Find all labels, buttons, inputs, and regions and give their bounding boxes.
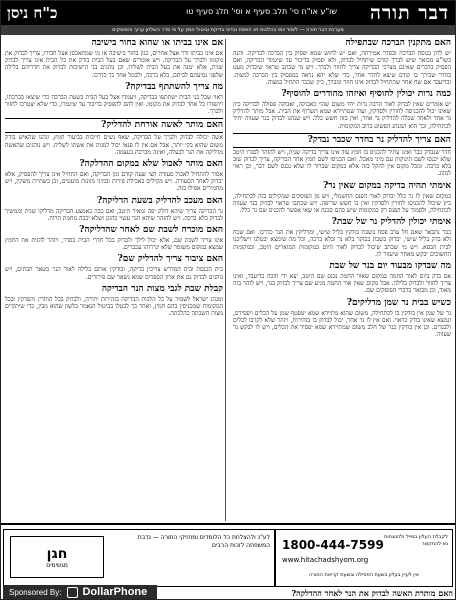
section-heading: האם מעכב להדליק בשעת הדליקה? — [96, 195, 223, 206]
section-body: אם אינו בביתו ודר אצל אחרים, כגון בחור בישיבה או מי שמתאכסן אצל חבירו, צריך לבדוק את מקומו ולברך על הבדיקה. ויש אומרים שאם בעל הבית בודק את כל הבית אינו צריך לבדוק שנית, אלא ימנה את בעל הבית לשליח. וכן נוהגים בני הישיבות לבדוק את חדריהם בלילה שלפני נסיעתם לביתם, בלא ברכה, ולבטל אחר כך כדרכו. — [5, 50, 223, 79]
masthead-logo: דבר תורה — [370, 2, 449, 24]
section-body: נר של שמן אין בודקין בו לכתחילה, משום שהוא מתיירא שמא יטפטף שמן על הכלים ויפסידם, ונמצא שאינו בודק כראוי. ואם אין לו נר אחר, יכול לבדוק בו בזהירות, ויזהר שלא לקרבו לכלים ולבגדים. וכן אין בודקין בנר של חלב משום שמתיירא שמא יפסיד את הכלים, ויש לו לבקש נר שעווה. — [233, 309, 451, 339]
section-heading: מה שבדקו מבעוד יום בנר של שבת — [329, 261, 451, 272]
article-section — [5, 118, 223, 156]
section-body: נר הבדיקה צריך שיהא דולק יפה ומאיר היטב, ואם כבה באמצע הבדיקה מדליקו שנית וממשיך לבדוק בלא ברכה. ויש להזהר שיהא הנר עשוי כהוגן ושלא יכבה מחמת הרוח. — [5, 207, 223, 222]
section-heading: אם אינו בביתו או שהוא בחור בישיבה — [91, 38, 223, 48]
masthead-reference: שו"ע או"ח סי' תלב סעיף א וסי' תלג סעיף טו — [186, 7, 337, 16]
section-body: ומנהג ישראל לשמור על כל הלכות הבדיקה בזהירות יתירה, ולבדוק בכל החורין והסדקין ובכל המקומות שמכניסין בהם חמץ, ואחר כך לבטלו בביטול הנאמר בלשון שהוא מבין, כדי שיתקיים מצות השבתה כהלכתה. — [5, 295, 223, 318]
sponsor-box — [3, 529, 275, 587]
section-heading: אימתי יכולין להדליק נר של שבת? — [331, 217, 451, 228]
section-body: יש אומרים שאין לבדוק לאור הרבה נרות יחד משום שהוי כאבוקה, ואבוקה פסולה לבדיקה כיון שאינו יכול להכניסה לחורין ולסדקין, ועוד שמתיירא שמא תשרוף את הבית. אבל מותר להדליק נר אחד ולאחר שכלה להדליק נר אחר, ואין בזה חשש כלל. ויש שנהגו לבדוק בנר שעווה יחיד לכתחילה, וכך הוא המנהג הפשוט ברוב המקומות. — [233, 101, 451, 130]
section-body: אם בדק ביום לאור החמה במקום שאור החמה נכנס שם היטב, יצא ידי חובה בדיעבד, ואינו צריך לחזור ולבדוק בלילה. אבל מקום שאין אור החמה מגיע שם צריך לבדוק בנר, ויש לזהר בזה מאוד, וכן מבואר בדברי הפוסקים שם. — [233, 273, 451, 295]
sponsor-logo-title: חגן — [46, 545, 68, 562]
phone-icon — [67, 587, 78, 598]
masthead — [1, 1, 455, 25]
section-heading: האם מוכרח לשבת שם לאחר שהדליקה? — [79, 225, 223, 236]
masthead-date: כ"ח ניסן — [7, 4, 58, 22]
section-body: כבר נתבאר שאם חל ערב פסח בשבת בודקין בליל שישי, ומדליקין את הנר כדרכו. ואם שכח ולא בדק בליל שישי, יבדוק בשבת בבוקר בלא נר ובלא ברכה, וכל מה שימצא יבטלנו וישליכנו לבית הכסא. ויש מי שכתב שיכול לבדוק לאור היום במקומות המוארים היטב, ובמקומות החשוכים יבקש מאחר שיעזור לו. — [233, 229, 451, 258]
right-column — [233, 37, 451, 523]
contact-disclaimer: אין לעיין בעלון בשעת התפילה ובשעת קריאת התורה — [308, 572, 420, 578]
article-section — [233, 38, 451, 86]
section-body: אסור להתחיל לאכול סעודה חצי שעה קודם זמן הבדיקה, ואם התחיל אינו צריך להפסיק, אלא יבדוק לאחר הסעודה. ויש מקילים באכילת פירות ובמיני מזונות מועטים, וכן בשתיית משקין, ויש מחמירים אפילו בזה. — [5, 171, 223, 193]
section-body: אינו צריך לשבת שם, אלא יכול לילך ולבדוק בכל חדרי הבית כסדר, ויזהר להניח את החמץ שמצא במקום משומר שלא יגררוהו עכברים. — [5, 237, 223, 252]
masthead-subtitle: מערכת דבר תורה — לימוד יומי בהלכות חג הפסח ובדיני בדיקת וביטול חמץ על פי סדר השלחן ערוך והפוסקים — [1, 25, 455, 35]
sponsor-brand: DollarPhone — [82, 586, 148, 598]
sponsor-text: לע"נ ולהצלחת כל הלומדים ומחזיקי התורה — נדבת המשפחה לזכות הרבים — [137, 534, 270, 549]
section-body: בית הכנסת ובית המדרש צריכין בדיקה, ובודקין אותם בלילה לאור הנר כשאר הבתים, ויש נוהגים לבדוק גם את ארון הספרים שמא נשאר שם פירורים. — [5, 266, 223, 281]
section-heading: מה צריך להשתתף בבדיקה? — [125, 81, 223, 92]
section-body: חדר שנבדק כבר ואינו עתיד להכניס בו חמץ עוד אינו צריך בדיקה שנית, ויש להזהר לסגרו היטב שלא יכנסו לשם תינוקות עם מיני מאכל. ואם הכניסו לשם חמץ אחר הבדיקה, צריך לבדוק שוב בלא ברכה. ומכל מקום אין להקל בזה אלא במקום שברור לו שלא נכנס לשם דבר, וכן ראוי לנהוג. — [233, 148, 451, 178]
section-heading: האם מותר לאשה אורחת להדליק? — [5, 118, 223, 133]
section-heading: קבלת שבת לגבי מצות הנר הבדיקה — [101, 283, 223, 294]
contact-ad — [275, 529, 453, 587]
section-body: ראוי שכל בני הבית ישתתפו בבדיקה, ויעמדו אצל בעל הבית בשעת הברכה כדי שיצאו בברכתו, ויתפזרו כל אחד לבדוק את מקומו. ואין להם להפסיק בדיבור עד שיגמרו, כדי שלא יצטרכו לחזור ולברך. — [5, 93, 223, 116]
contact-website-link[interactable]: www.hitachadshyom.org — [282, 556, 369, 564]
sponsor-logo — [10, 536, 104, 578]
article-section — [5, 225, 223, 251]
section-heading: האם צריך להדליק נר בחדר שכבר נבדק? — [233, 133, 451, 148]
sponsored-label: Sponsored By: — [9, 587, 62, 597]
section-body: במקום שאין לו נר כלל יבדוק לאור הפנס החשמלי, ויש מן הפוסקים שמקילים בזה לכתחילה, כיון שיכול להכניסו לחורין ולסדקין ואין בו חשש שריפה. ויש שכתבו שראוי לבדוק בנר שעווה לכתחילה, ולסמוך על הפנס רק במקומות שיש בהם סכנה או שאי אפשר להכניס שם נר כלל. — [233, 192, 451, 215]
article-section — [5, 284, 223, 318]
footer — [1, 523, 455, 601]
column-divider — [225, 39, 226, 521]
section-heading: האם ציבור צריך להדליק שם? — [117, 254, 223, 265]
sponsor-logo-subtitle: מגשימים — [46, 561, 68, 569]
section-body: יש לדון בנוסח הברכה ובסדר אמירתה, ואם יש לחוש שמא יפסיק בין הברכה לבדיקה. והנה בשו"ע מבואר שיש לברך קודם שיתחיל לבדוק, ולא יפסיק בדיבור עד שיגמור הבדיקה, ואם הפסיק בדברים שאינם מצרכי הבדיקה צריך לחזור ולברך. ויש מי שכתב שראוי שיבדוק מעט בחדר שבירך בו קודם שיצא לחדר אחר, כדי שלא יהא נראה כמפסיק בין הברכה למצוה. ובדיעבד אם שח אחר שהתחיל לבדוק אינו חוזר ומברך, כיון שכבר התחיל במצוה. — [233, 50, 451, 86]
article-section — [5, 254, 223, 280]
article-section — [233, 217, 451, 258]
section-heading: האם מתקנין הברכה שבתפילה — [345, 38, 451, 48]
left-column — [5, 37, 223, 523]
section-heading: האם מותר לאכול שלא במקום ההדלקה? — [79, 159, 223, 170]
sponsored-bar — [3, 585, 157, 599]
article-section — [5, 38, 223, 79]
contact-ad-text: לקבלת העלון במייל ולהנצחות נא להתקשר — [384, 534, 448, 547]
article-section — [5, 196, 223, 222]
article-section — [233, 133, 451, 178]
article-section — [233, 181, 451, 215]
section-body: אשה יכולה לבדוק ולברך על הבדיקה, שאף נשים חייבות בביעור חמץ, ונהגו שהאיש בודק משום שהוא בקי יותר, אבל אם אין לו פנאי יכול למנות את אשתו לשליח. ויש נוהגים שהאשה מדליקה את הנר לבעלה, ואינה מברכת בעצמה. — [5, 134, 223, 156]
section-heading: כשיש בבית נר שמן מדליקים? — [346, 297, 451, 308]
article-section — [233, 261, 451, 295]
article-section — [233, 298, 451, 339]
article-section — [5, 82, 223, 116]
article-columns — [5, 37, 451, 523]
section-heading: כמה נרות יכולין להוסיף ואיזהו מהודרים להוסיף? — [281, 89, 451, 100]
footer-tagline: האם מותרת האשה לבדוק את הנר לאחר ההדלקה? — [291, 588, 453, 598]
article-section — [233, 89, 451, 130]
contact-phone[interactable]: 1800-444-7599 — [282, 538, 384, 552]
section-heading: אימתי תהיה בדיקה במקום שאין נר? — [322, 180, 451, 191]
article-section — [5, 159, 223, 193]
